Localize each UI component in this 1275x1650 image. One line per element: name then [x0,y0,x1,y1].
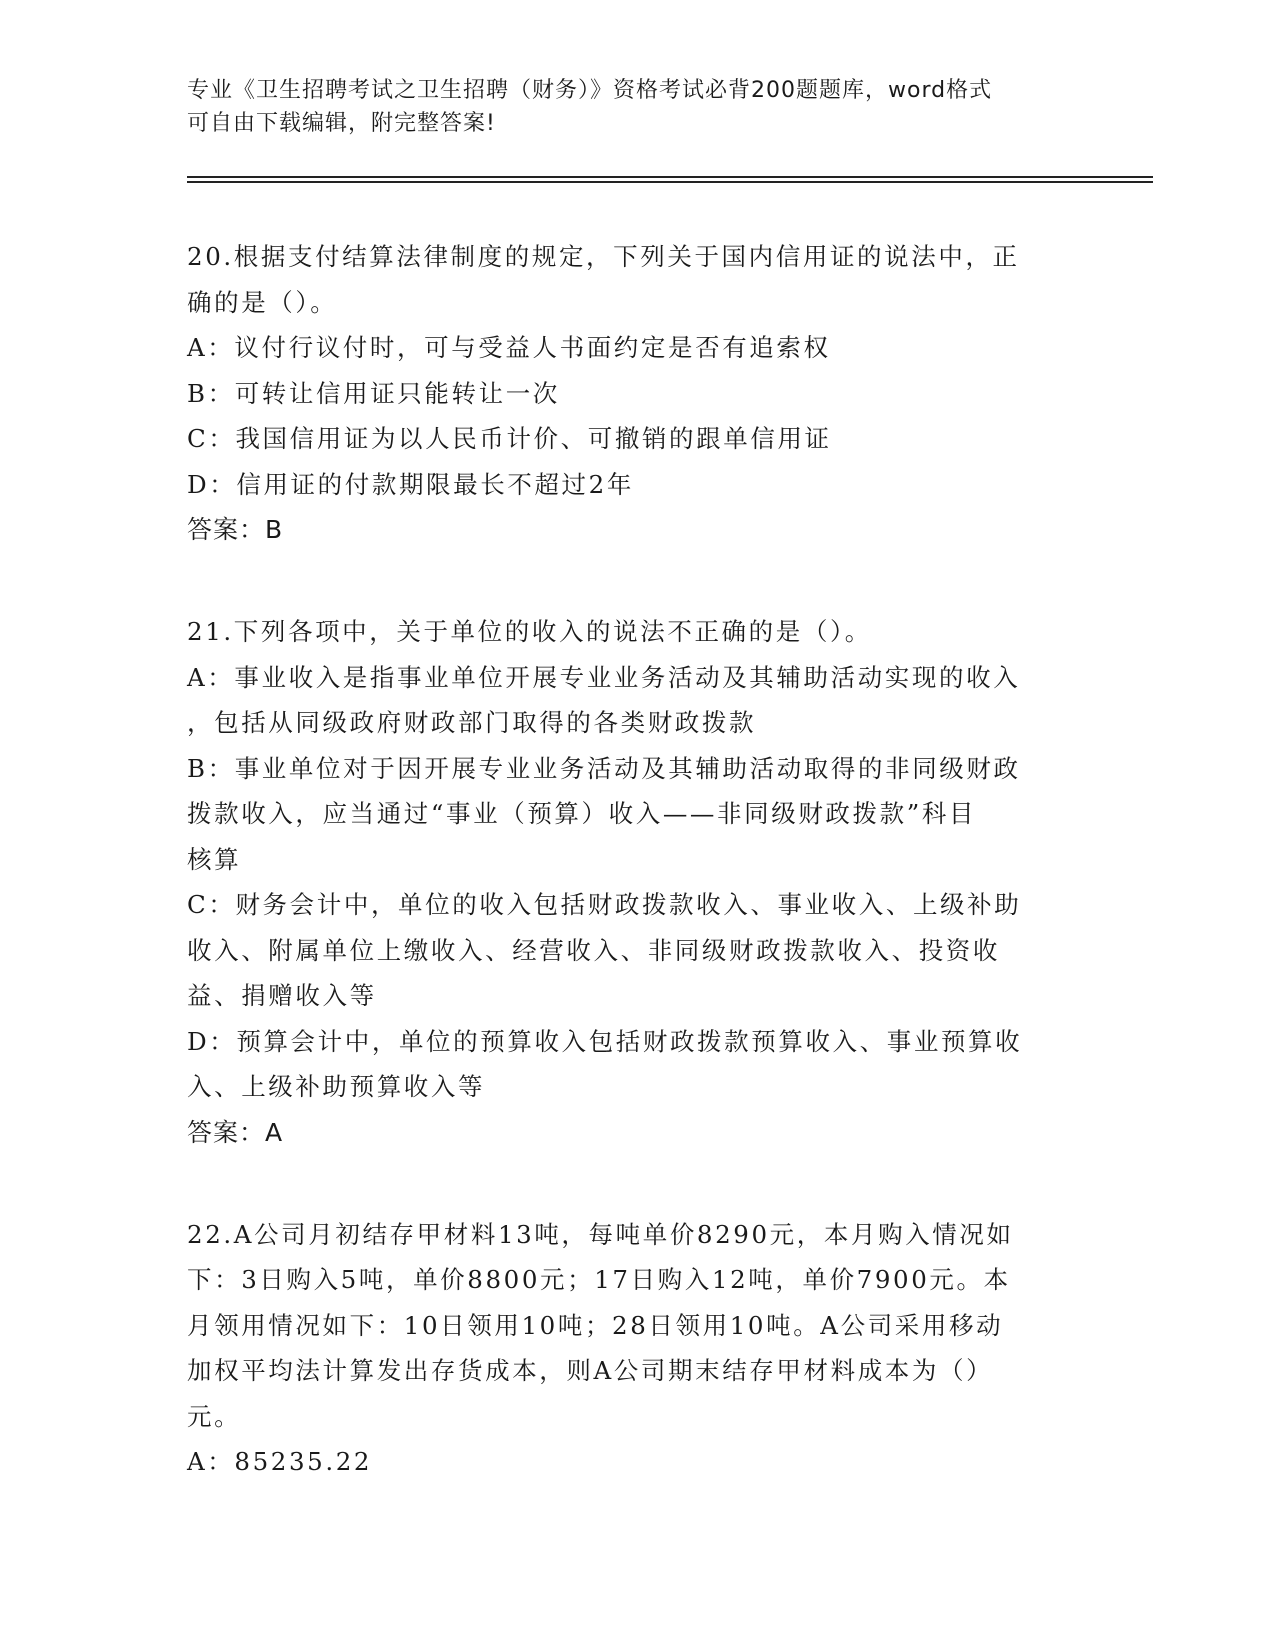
answer-label: 答案：B [187,515,284,544]
header-title-line: 专业《卫生招聘考试之卫生招聘（财务）》资格考试必背200题题库，word格式 [187,78,993,103]
question-stem: 月领用情况如下：10日领用10吨；28日领用10吨。A公司采用移动 [187,1310,1004,1340]
option-c-continued: 收入、附属单位上缴收入、经营收入、非同级财政拨款收入、投资收 [187,935,1000,965]
option-a: A：议付行议付时，可与受益人书面约定是否有追索权 [187,333,831,362]
header-subtitle-line: 可自由下载编辑，附完整答案! [187,111,496,136]
option-b: B：可转让信用证只能转让一次 [187,378,560,408]
question-stem: 确的是（）。 [187,287,338,317]
question-stem: 20.根据支付结算法律制度的规定，下列关于国内信用证的说法中，正 [187,242,1020,271]
question-list [187,234,1087,1485]
option-b-continued: 拨款收入，应当通过“事业（预算）收入——非同级财政拨款”科目 [187,799,977,828]
question-stem: 下：3日购入5吨，单价8800元；17日购入12吨，单价7900元。本 [187,1265,1011,1294]
option-d: D：信用证的付款期限最长不超过2年 [187,469,634,499]
option-a: A：85235.22 [187,1447,373,1476]
question-22 [187,1212,1087,1485]
question-stem: 21.下列各项中，关于单位的收入的说法不正确的是（）。 [187,617,872,646]
option-d-continued: 入、上级补助预算收入等 [187,1072,486,1101]
question-stem: 加权平均法计算发出存货成本，则A公司期末结存甲材料成本为（） [187,1356,994,1385]
question-stem: 元。 [187,1401,242,1431]
option-c-continued: 益、捐赠收入等 [187,981,377,1010]
question-21 [187,609,1087,1156]
answer-label: 答案：A [187,1117,284,1147]
question-20 [187,234,1087,553]
option-b-continued: 核算 [187,844,242,874]
header-divider-top [187,176,1153,178]
option-b: B：事业单位对于因开展专业业务活动及其辅助活动取得的非同级财政 [187,753,1021,783]
option-c: C：我国信用证为以人民币计价、可撤销的跟单信用证 [187,424,832,453]
option-c: C：财务会计中，单位的收入包括财政拨款收入、事业收入、上级补助 [187,890,1022,919]
document-header [187,74,1067,140]
question-spacer [187,553,1087,609]
header-divider-bottom [187,181,1153,183]
question-stem: 22.A公司月初结存甲材料13吨，每吨单价8290元，本月购入情况如 [187,1219,1014,1249]
option-a: A：事业收入是指事业单位开展专业业务活动及其辅助活动实现的收入 [187,662,1021,692]
question-spacer [187,1156,1087,1212]
option-d: D：预算会计中，单位的预算收入包括财政拨款预算收入、事业预算收 [187,1026,1023,1056]
option-a-continued: ，包括从同级政府财政部门取得的各类财政拨款 [187,708,757,737]
